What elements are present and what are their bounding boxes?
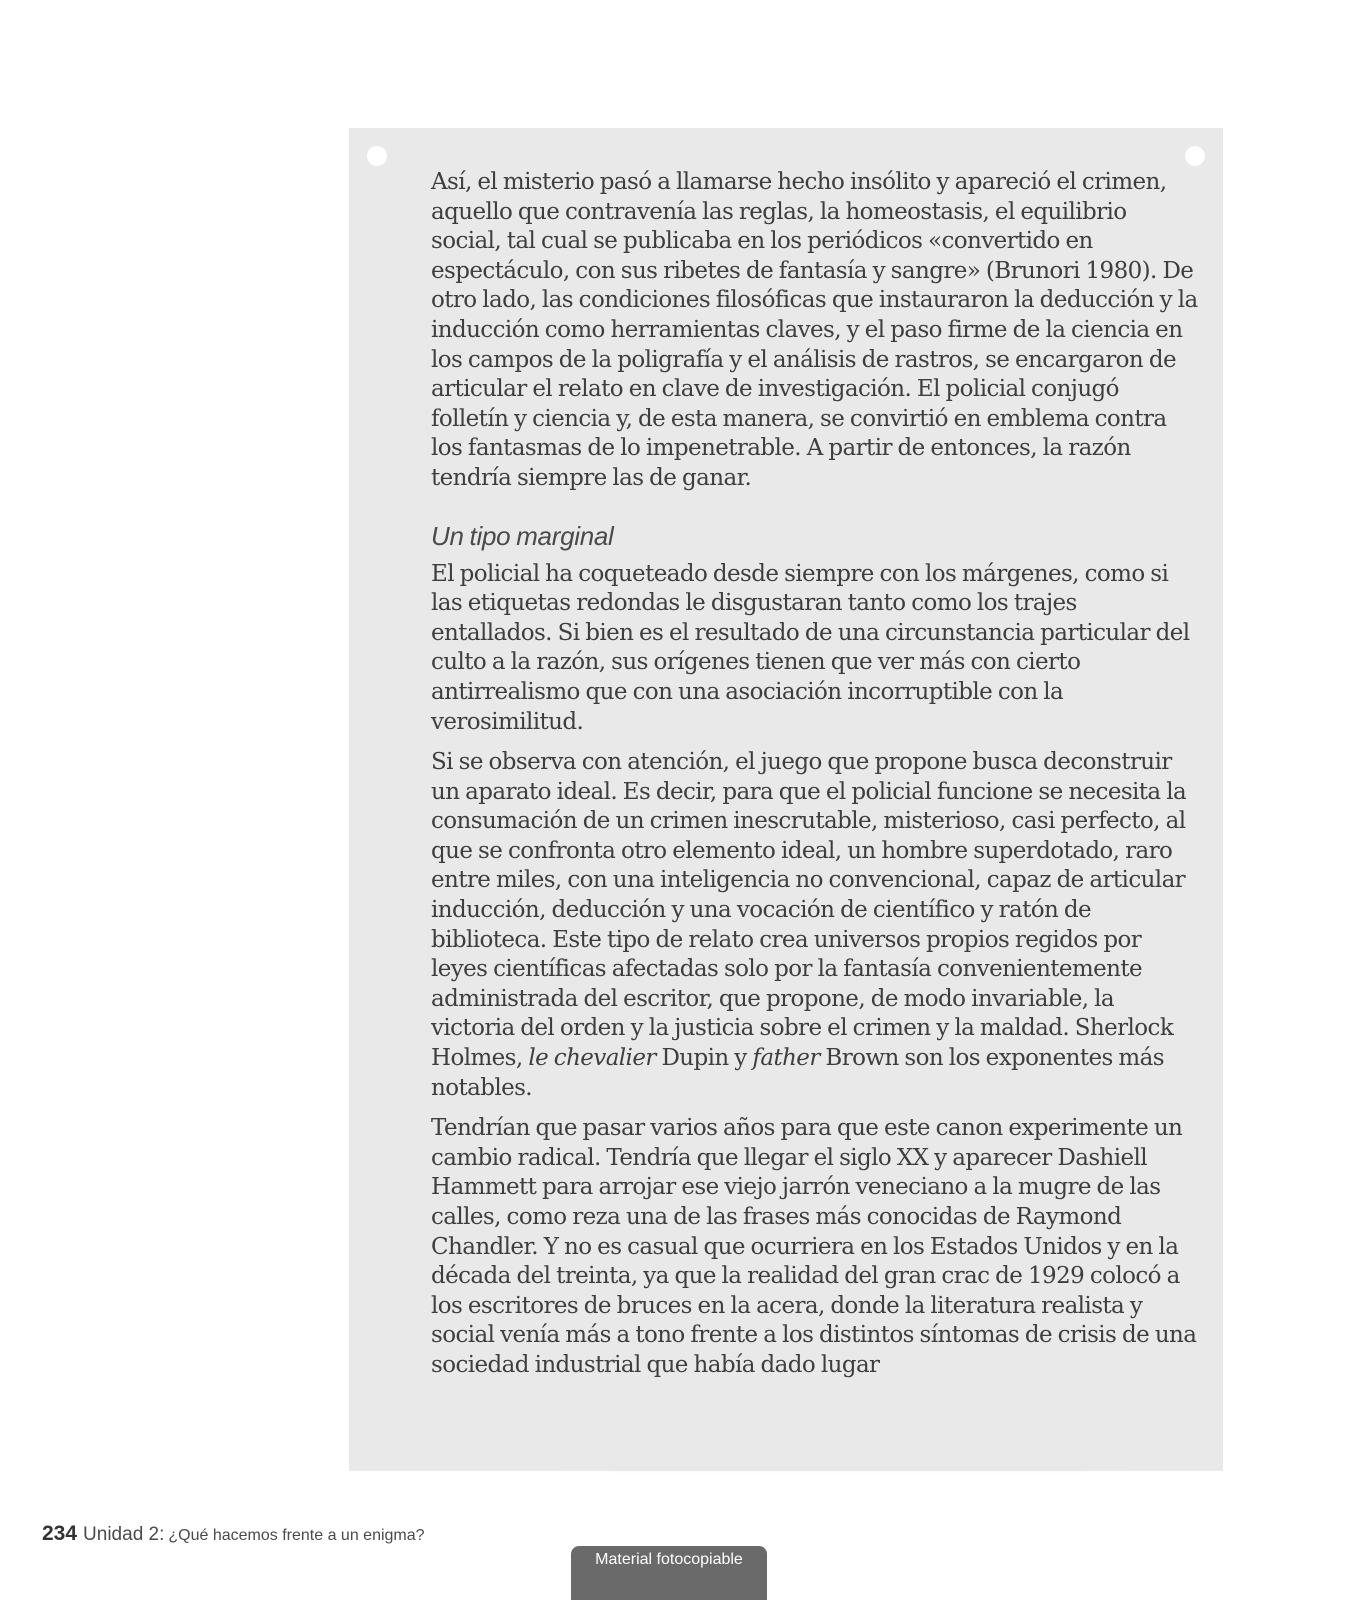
paragraph-1: Así, el misterio pasó a llamarse hecho insólito y apareció el crimen, aquello que contravenía las reglas, la homeostasis, el equilibrio social, tal cual se publicaba en los periódicos «convertido en espectáculo, con sus ribetes de fantasía y sangre» (Brunori 1980). De otro lado, las condiciones filosóficas que instauraron la deducción y la inducción como herramientas claves, y el paso firme de la ciencia en los campos de la poligrafía y el análisis de rastros, se encargaron de articular el relato en clave de investigación. El policial conjugó folletín y ciencia y, de esta manera, se convirtió en emblema contra los fantasmas de lo impenetrable. A partir de entonces, la razón tendría siempre las de ganar. — [431, 169, 1198, 491]
article-body — [431, 168, 1201, 1392]
paragraph-3-text-3: Brown son los exponentes más notables. — [431, 1045, 1164, 1101]
paragraph-2: El policial ha coqueteado desde siempre con los márgenes, como si las etiquetas redondas le disgustaran tanto como los trajes entallados. Si bien es el resultado de una circunstancia particular del culto a la razón, sus orígenes tienen que ver más con cierto antirrealismo que con una asociación incorruptible con la verosimilitud. — [431, 560, 1190, 735]
unit-title: ¿Qué hacemos frente a un enigma? — [168, 1527, 425, 1544]
photocopiable-label: Material fotocopiable — [595, 1551, 743, 1568]
italic-term-father: father — [752, 1045, 820, 1072]
photocopiable-tab — [571, 1546, 767, 1600]
page-number: 234 — [42, 1522, 78, 1545]
photocopy-sheet — [349, 128, 1223, 1471]
italic-term-le-chevalier: le chevalier — [528, 1045, 656, 1072]
punch-hole-left — [367, 146, 387, 166]
paragraph-4: Tendrían que pasar varios años para que este canon experimente un cambio radical. Tendría que llegar el siglo XX y aparecer Dashiell Hammett para arrojar ese viejo jarrón veneciano a la mugre de las calles, como reza una de las frases más conocidas de Raymond Chandler. Y no es casual que ocurriera en los Estados Unidos y en la década del treinta, ya que la realidad del gran crac de 1929 colocó a los escritores de bruces en la acera, donde la literatura realista y social venía más a tono frente a los distintos síntomas de crisis de una sociedad industrial que había dado lugar — [431, 1115, 1197, 1378]
paragraph-3-text-1: Si se observa con atención, el juego que propone busca deconstruir un aparato ideal. Es decir, para que el policial funcione se necesita la consumación de un crimen inescrutable, misterioso, casi perfecto, al que se confronta otro elemento ideal, un hombre superdotado, raro entre miles, con una inteligencia no convencional, capaz de articular inducción, deducción y una vocación de científico y ratón de biblioteca. Este tipo de relato crea universos propios regidos por leyes científicas afectadas solo por la fantasía convenientemente administrada del escritor, que propone, de modo invariable, la victoria del orden y la justicia sobre el crimen y la maldad. Sherlock Holmes, — [431, 749, 1187, 1072]
unit-label: Unidad 2: — [83, 1524, 165, 1545]
section-heading: Un tipo marginal — [431, 520, 614, 551]
page-footer — [42, 1522, 425, 1546]
paragraph-3 — [431, 748, 1201, 1103]
punch-hole-right — [1185, 146, 1205, 166]
paragraph-3-text-2: Dupin y — [655, 1045, 753, 1072]
